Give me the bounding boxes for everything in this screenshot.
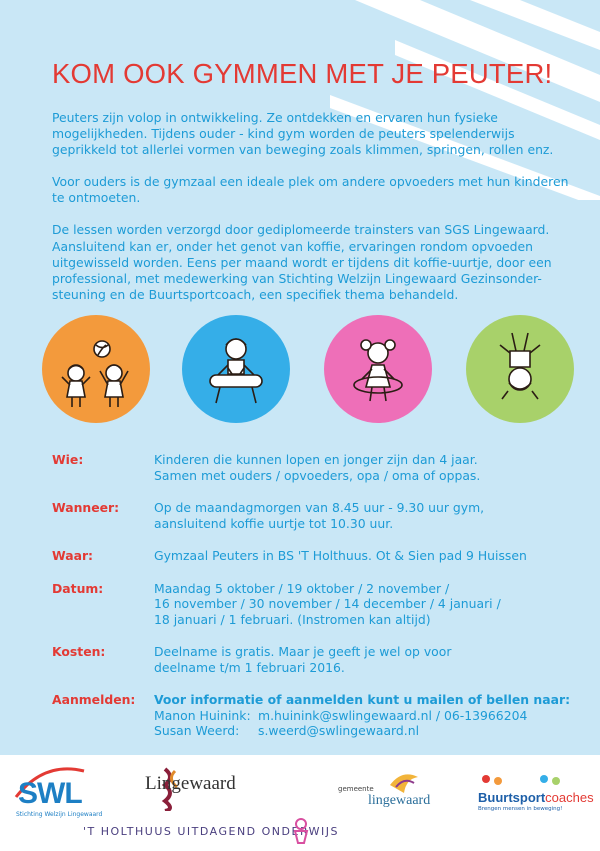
contact-row	[154, 723, 570, 739]
buurtsport-slogan: Brengen mensen in beweging!	[478, 806, 563, 812]
info-line: aansluitend koffie uurtje tot 10.30 uur.	[154, 515, 394, 531]
info-line: Kinderen die kunnen lopen en jonger zijn dan 4 jaar.	[154, 452, 478, 467]
swl-logo	[14, 767, 103, 818]
swl-mark: SWL	[18, 777, 82, 810]
info-label: Aanmelden:	[52, 692, 136, 707]
intro-paragraph: Voor ouders is de gymzaal een ideale plek om andere opvoeders met hun kinderen te ontmoeten.	[52, 174, 569, 206]
info-line: Samen met ouders / opvoeders, opa / oma of oppas.	[154, 467, 481, 483]
info-value	[154, 644, 451, 675]
info-line: 16 november / 30 november / 14 december / 4 januari /	[154, 596, 501, 611]
info-row-wanneer	[52, 500, 582, 531]
info-value	[154, 692, 570, 739]
page-title: KOM OOK GYMMEN MET JE PEUTER!	[52, 58, 553, 89]
info-row-waar	[52, 548, 582, 564]
info-label: Kosten:	[52, 644, 106, 659]
contact-heading: Voor informatie of aanmelden kunt u mailen of bellen naar:	[154, 692, 571, 707]
info-line: 18 januari / 1 februari. (Instromen kan altijd)	[154, 611, 431, 627]
gemeente-logo	[338, 779, 431, 808]
holthuus-figure-icon	[290, 817, 312, 849]
contact-name: Susan Weerd:	[154, 723, 240, 738]
sgs-name: Lingewaard	[145, 773, 236, 794]
contact-name: Manon Huinink:	[154, 707, 251, 723]
info-value	[154, 581, 501, 628]
swl-subtitle: Stichting Welzijn Lingewaard	[16, 811, 103, 818]
info-value	[154, 548, 527, 564]
info-row-datum	[52, 581, 582, 628]
info-value	[154, 500, 484, 531]
buurtsport-logo	[478, 783, 594, 812]
info-line: Gymzaal Peuters in BS 'T Holthuus. Ot & Sien pad 9 Huissen	[154, 548, 527, 563]
gemeente-line2: lingewaard	[368, 793, 431, 808]
info-line: Op de maandagmorgen van 8.45 uur - 9.30 uur gym,	[154, 500, 485, 515]
buurtsport-name	[478, 787, 594, 806]
kid-pommel-horse-icon	[180, 313, 292, 425]
intro-text	[52, 110, 572, 319]
buurtsport-part1: Buurtsport	[478, 790, 546, 805]
girl-hoop-icon	[322, 313, 434, 425]
info-value	[154, 452, 480, 483]
info-label: Waar:	[52, 548, 94, 563]
info-row-wie	[52, 452, 582, 483]
kid-handstand-icon	[464, 313, 576, 425]
footer-logos	[0, 755, 600, 851]
contact-details[interactable]: m.huinink@swlingewaard.nl / 06-13966204	[258, 707, 528, 723]
intro-paragraph: De lessen worden verzorgd door gediplomeerde trainsters van SGS Lingewaard. Aansluitend kan er, onder het genot van koffie, ervaringen rondom opvoeden uitgewisseld worden. Eens per maand wordt er tijdens dit koffie-uurtje, door een professional, met medewerking van Stichting Welzijn Lingewaard Gezinsonder-steuning en de Buurtsportcoach, een specifiek thema behandeld.	[52, 222, 552, 302]
contact-details[interactable]: s.weerd@swlingewaard.nl	[258, 723, 420, 738]
holthuus-logo: 'T HOLTHUUS UITDAGEND ONDERWIJS	[83, 825, 339, 838]
kids-ball-icon	[40, 313, 152, 425]
gemeente-line1: gemeente	[338, 785, 374, 793]
buurtsport-part2: coaches	[545, 790, 594, 805]
contact-row	[154, 708, 570, 724]
info-section	[52, 452, 582, 756]
illustration-row	[40, 313, 580, 433]
info-label: Datum:	[52, 580, 104, 596]
info-line: Maandag 5 oktober / 19 oktober / 2 november /	[154, 580, 450, 596]
info-label: Wie:	[52, 452, 84, 467]
info-row-kosten	[52, 644, 582, 675]
info-row-aanmelden	[52, 692, 582, 739]
info-label: Wanneer:	[52, 500, 120, 515]
info-line: Deelname is gratis. Maar je geeft je wel op voor	[154, 644, 452, 659]
info-line: deelname t/m 1 februari 2016.	[154, 659, 345, 675]
intro-paragraph: Peuters zijn volop in ontwikkeling. Ze ontdekken en ervaren hun fysieke mogelijkheden. Tijdens ouder - kind gym worden de peuters spelenderwijs geprikkeld tot allerlei vormen van beweging zoals klimmen, springen, rollen enz.	[52, 110, 554, 158]
sgs-logo	[145, 773, 236, 795]
